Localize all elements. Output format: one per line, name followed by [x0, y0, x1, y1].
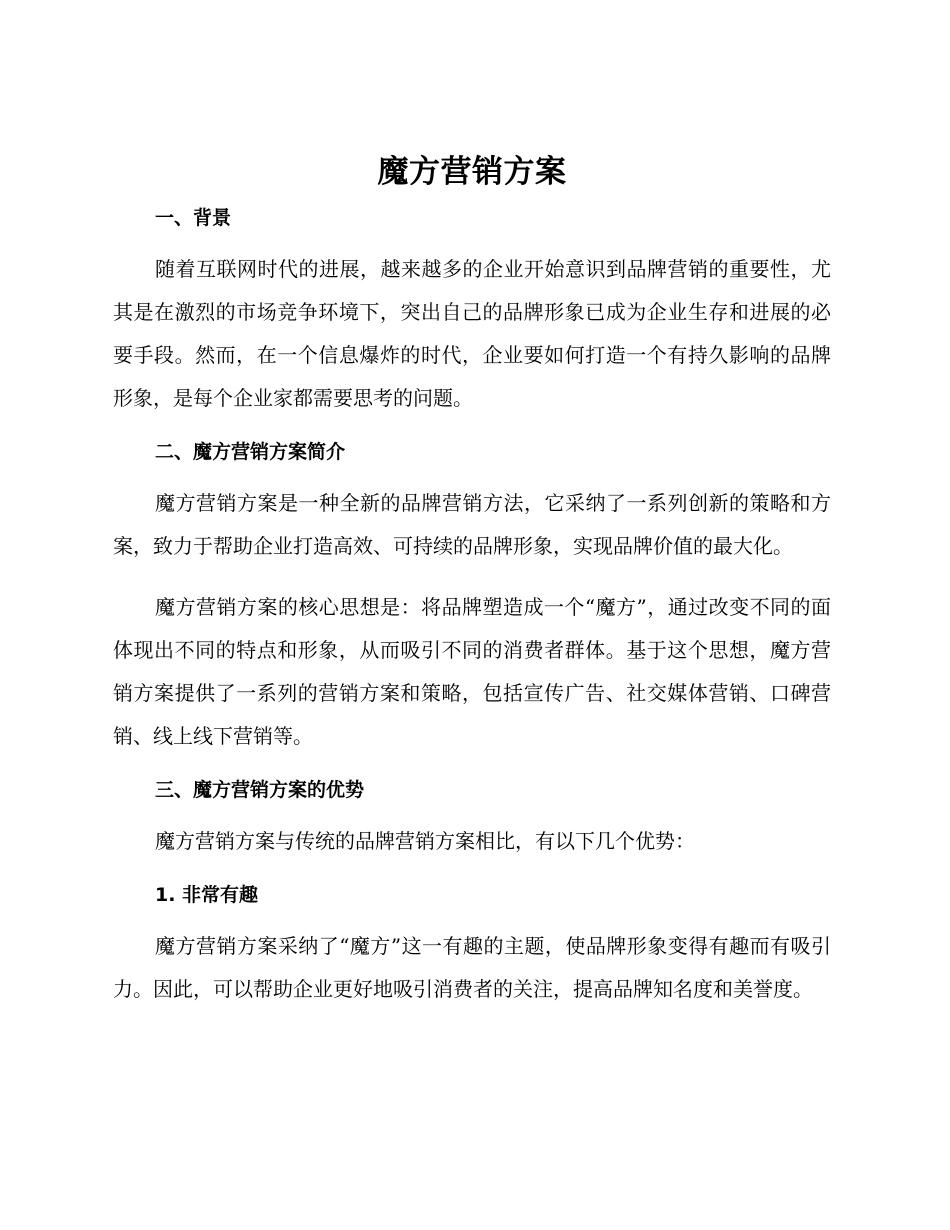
- spacer: [113, 568, 831, 586]
- subsection-heading-fun: 1. 非常有趣: [155, 884, 259, 906]
- section-heading-intro: 二、魔方营销方案简介: [155, 441, 346, 463]
- paragraph-advantages: 魔方营销方案与传统的品牌营销方案相比，有以下几个优势：: [155, 829, 695, 853]
- section-heading-background: 一、背景: [155, 207, 232, 229]
- paragraph-intro-2: 魔方营销方案的核心思想是：将品牌塑造成一个“魔方”，通过改变不同的面体现出不同的特点和形象，从而吸引不同的消费者群体。基于这个思想，魔方营销方案提供了一系列的营销方案和策略，包括宣传广告、社交媒体营销、口碑营销、线上线下营销等。: [113, 595, 831, 748]
- spacer: [113, 758, 831, 776]
- paragraph-intro-1: 魔方营销方案是一种全新的品牌营销方法，它采纳了一系列创新的策略和方案，致力于帮助企业打造高效、可持续的品牌形象，实现品牌价值的最大化。: [113, 491, 831, 558]
- spacer: [113, 863, 831, 881]
- paragraph-background: 随着互联网时代的进展，越来越多的企业开始意识到品牌营销的重要性，尤其是在激烈的市场竞争环境下，突出自己的品牌形象已成为企业生存和进展的必要手段。然而，在一个信息爆炸的时代，企业要如何打造一个有持久影响的品牌形象，是每个企业家都需要思考的问题。: [113, 257, 831, 410]
- document-page: [113, 150, 831, 1011]
- spacer: [113, 804, 831, 820]
- spacer: [113, 909, 831, 925]
- spacer: [113, 232, 831, 248]
- document-title: 魔方营销方案: [377, 154, 567, 190]
- paragraph-fun: 魔方营销方案采纳了“魔方”这一有趣的主题，使品牌形象变得有趣而有吸引力。因此，可以帮助企业更好地吸引消费者的关注，提高品牌知名度和美誉度。: [113, 934, 831, 1001]
- spacer: [113, 466, 831, 482]
- section-heading-advantages: 三、魔方营销方案的优势: [155, 779, 365, 801]
- spacer: [113, 420, 831, 438]
